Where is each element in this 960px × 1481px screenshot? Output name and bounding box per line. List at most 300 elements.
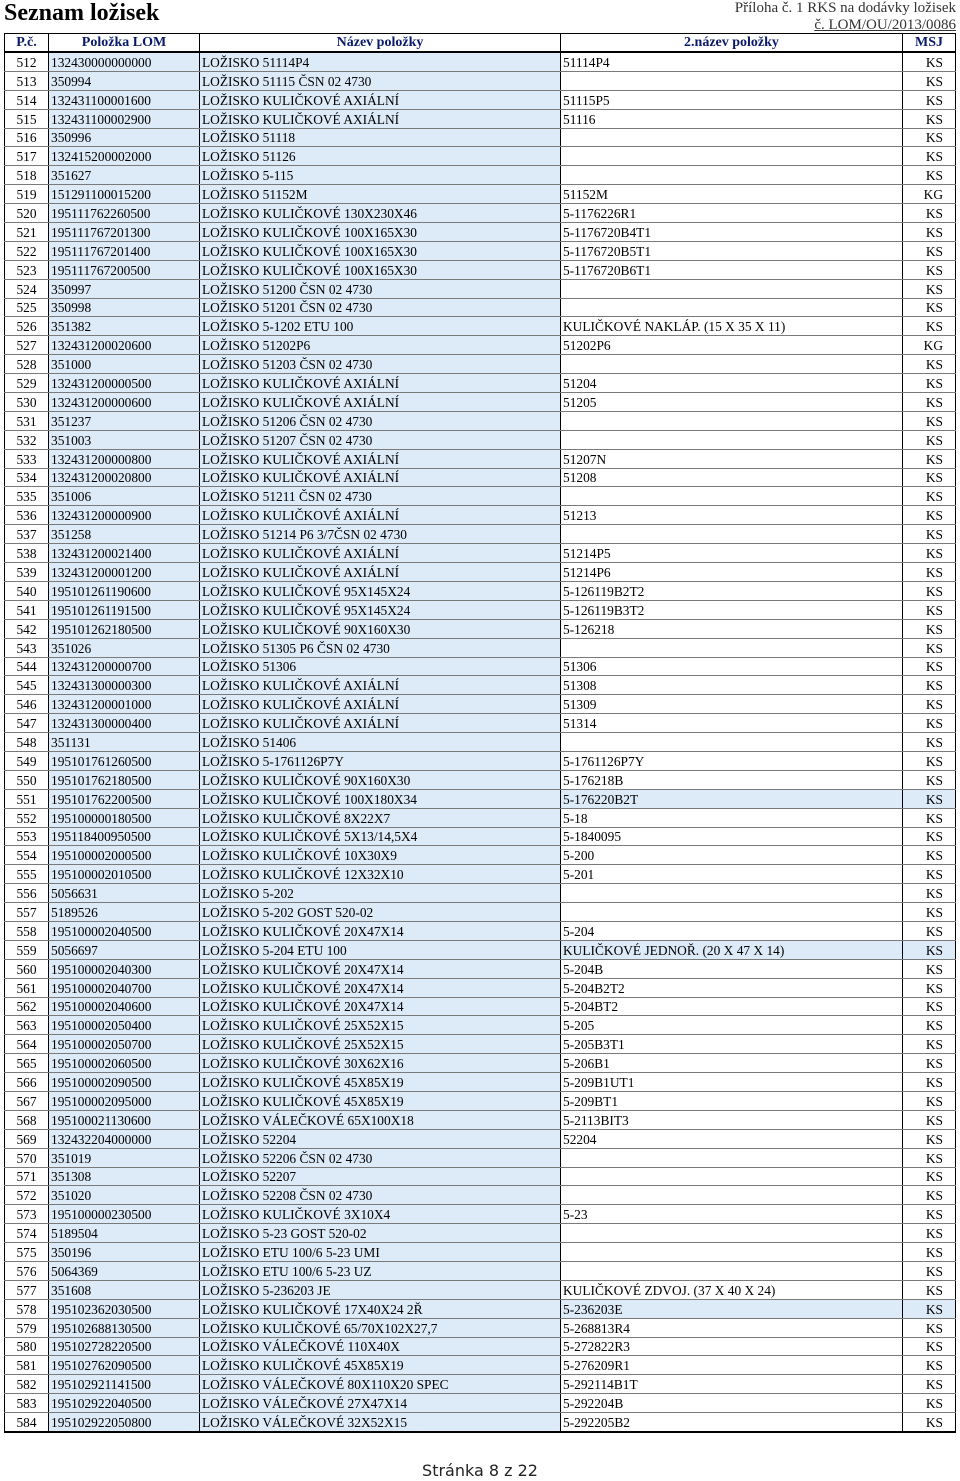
cell-number: 545	[5, 676, 49, 695]
cell-item-name: LOŽISKO 51202P6	[200, 336, 561, 355]
cell-second-name	[561, 487, 903, 506]
cell-second-name	[561, 903, 903, 922]
cell-number: 563	[5, 1016, 49, 1035]
cell-item-code: 351627	[49, 166, 200, 185]
cell-item-name: LOŽISKO 5-236203 JE	[200, 1280, 561, 1299]
cell-number: 537	[5, 525, 49, 544]
cell-item-code: 195102762090500	[49, 1356, 200, 1375]
cell-number: 566	[5, 1073, 49, 1092]
cell-second-name: 5-292205B2	[561, 1413, 903, 1432]
cell-second-name	[561, 298, 903, 317]
cell-unit: KS	[903, 241, 956, 260]
cell-item-name: LOŽISKO KULIČKOVÉ AXIÁLNÍ	[200, 506, 561, 525]
table-row	[5, 676, 956, 695]
cell-number: 521	[5, 223, 49, 242]
cell-second-name: 51214P5	[561, 544, 903, 563]
cell-item-name: LOŽISKO ETU 100/6 5-23 UMI	[200, 1243, 561, 1262]
cell-item-name: LOŽISKO 52208 ČSN 02 4730	[200, 1186, 561, 1205]
table-row	[5, 959, 956, 978]
bearings-table	[4, 33, 956, 1433]
cell-unit: KS	[903, 449, 956, 468]
cell-unit: KS	[903, 619, 956, 638]
cell-number: 538	[5, 544, 49, 563]
cell-number: 531	[5, 411, 49, 430]
cell-item-name: LOŽISKO KULIČKOVÉ 5X13/14,5X4	[200, 827, 561, 846]
cell-number: 557	[5, 903, 49, 922]
cell-item-code: 195100002050400	[49, 1016, 200, 1035]
cell-unit: KS	[903, 1091, 956, 1110]
table-row	[5, 1243, 956, 1262]
cell-second-name: 51213	[561, 506, 903, 525]
cell-unit: KS	[903, 1356, 956, 1375]
cell-unit: KS	[903, 1205, 956, 1224]
cell-unit: KS	[903, 1337, 956, 1356]
cell-number: 554	[5, 846, 49, 865]
cell-number: 520	[5, 204, 49, 223]
cell-item-name: LOŽISKO KULIČKOVÉ 100X165X30	[200, 260, 561, 279]
cell-unit: KS	[903, 676, 956, 695]
cell-item-code: 132431300000400	[49, 714, 200, 733]
cell-item-code: 195100002090500	[49, 1073, 200, 1092]
cell-second-name: 5-126119B2T2	[561, 581, 903, 600]
cell-second-name: 51114P4	[561, 52, 903, 71]
table-row	[5, 808, 956, 827]
cell-item-name: LOŽISKO KULIČKOVÉ 20X47X14	[200, 978, 561, 997]
cell-number: 517	[5, 147, 49, 166]
cell-unit: KS	[903, 1318, 956, 1337]
cell-number: 539	[5, 563, 49, 582]
cell-second-name: 5-204BT2	[561, 997, 903, 1016]
cell-item-code: 5064369	[49, 1262, 200, 1281]
cell-unit: KS	[903, 204, 956, 223]
table-row	[5, 204, 956, 223]
cell-unit: KS	[903, 695, 956, 714]
cell-number: 580	[5, 1337, 49, 1356]
cell-second-name: 51205	[561, 393, 903, 412]
cell-number: 569	[5, 1129, 49, 1148]
table-body	[5, 52, 956, 1432]
table-row	[5, 940, 956, 959]
cell-item-name: LOŽISKO 51203 ČSN 02 4730	[200, 355, 561, 374]
cell-number: 578	[5, 1299, 49, 1318]
cell-number: 559	[5, 940, 49, 959]
cell-number: 560	[5, 959, 49, 978]
table-row	[5, 846, 956, 865]
cell-unit: KS	[903, 90, 956, 109]
cell-item-code: 195102922050800	[49, 1413, 200, 1432]
cell-item-code: 195102688130500	[49, 1318, 200, 1337]
cell-item-code: 195100002040600	[49, 997, 200, 1016]
cell-item-name: LOŽISKO 51114P4	[200, 52, 561, 71]
cell-item-name: LOŽISKO KULIČKOVÉ 12X32X10	[200, 865, 561, 884]
cell-item-name: LOŽISKO VÁLEČKOVÉ 110X40X	[200, 1337, 561, 1356]
cell-second-name: 5-268813R4	[561, 1318, 903, 1337]
table-row	[5, 411, 956, 430]
table-row	[5, 1299, 956, 1318]
cell-number: 532	[5, 430, 49, 449]
cell-unit: KS	[903, 827, 956, 846]
cell-item-code: 351308	[49, 1167, 200, 1186]
cell-unit: KS	[903, 978, 956, 997]
cell-unit: KS	[903, 1186, 956, 1205]
cell-number: 519	[5, 185, 49, 204]
cell-second-name: 5-2113BIT3	[561, 1110, 903, 1129]
cell-number: 524	[5, 279, 49, 298]
cell-number: 575	[5, 1243, 49, 1262]
cell-item-code: 351000	[49, 355, 200, 374]
cell-item-code: 132432204000000	[49, 1129, 200, 1148]
cell-item-name: LOŽISKO 52204	[200, 1129, 561, 1148]
cell-item-code: 5189504	[49, 1224, 200, 1243]
cell-unit: KS	[903, 1262, 956, 1281]
cell-unit: KS	[903, 260, 956, 279]
table-row	[5, 1016, 956, 1035]
document-title: Seznam ložisek	[4, 0, 160, 26]
cell-item-code: 351382	[49, 317, 200, 336]
table-row	[5, 185, 956, 204]
cell-number: 573	[5, 1205, 49, 1224]
cell-number: 514	[5, 90, 49, 109]
cell-unit: KS	[903, 506, 956, 525]
cell-item-code: 195111762260500	[49, 204, 200, 223]
cell-unit: KS	[903, 1129, 956, 1148]
reference-number: č. LOM/OU/2013/0086	[814, 17, 956, 33]
cell-number: 561	[5, 978, 49, 997]
cell-item-name: LOŽISKO 51306	[200, 657, 561, 676]
cell-item-code: 195102922040500	[49, 1394, 200, 1413]
cell-unit: KG	[903, 185, 956, 204]
cell-item-name: LOŽISKO KULIČKOVÉ AXIÁLNÍ	[200, 544, 561, 563]
cell-second-name	[561, 128, 903, 147]
cell-number: 549	[5, 751, 49, 770]
table-row	[5, 997, 956, 1016]
cell-second-name: 51306	[561, 657, 903, 676]
cell-unit: KS	[903, 298, 956, 317]
cell-second-name	[561, 525, 903, 544]
cell-second-name	[561, 71, 903, 90]
table-row	[5, 90, 956, 109]
table-row	[5, 374, 956, 393]
cell-unit: KS	[903, 52, 956, 71]
column-header-unit: MSJ	[903, 34, 956, 53]
table-row	[5, 978, 956, 997]
cell-item-name: LOŽISKO KULIČKOVÉ 90X160X30	[200, 619, 561, 638]
cell-item-name: LOŽISKO 51200 ČSN 02 4730	[200, 279, 561, 298]
cell-unit: KS	[903, 71, 956, 90]
cell-item-code: 195111767201400	[49, 241, 200, 260]
cell-number: 536	[5, 506, 49, 525]
cell-second-name	[561, 1186, 903, 1205]
cell-item-name: LOŽISKO 5-1761126P7Y	[200, 751, 561, 770]
cell-number: 530	[5, 393, 49, 412]
cell-item-name: LOŽISKO 5-23 GOST 520-02	[200, 1224, 561, 1243]
cell-item-code: 5056631	[49, 884, 200, 903]
cell-second-name: 5-201	[561, 865, 903, 884]
table-row	[5, 430, 956, 449]
cell-item-code: 351258	[49, 525, 200, 544]
cell-item-code: 132431200000700	[49, 657, 200, 676]
cell-item-name: LOŽISKO KULIČKOVÉ AXIÁLNÍ	[200, 393, 561, 412]
table-row	[5, 1375, 956, 1394]
cell-number: 543	[5, 638, 49, 657]
cell-unit: KS	[903, 1375, 956, 1394]
cell-unit: KS	[903, 166, 956, 185]
cell-number: 558	[5, 921, 49, 940]
cell-number: 584	[5, 1413, 49, 1432]
table-row	[5, 1205, 956, 1224]
cell-unit: KS	[903, 1110, 956, 1129]
cell-unit: KS	[903, 997, 956, 1016]
table-row	[5, 1186, 956, 1205]
cell-number: 576	[5, 1262, 49, 1281]
table-row	[5, 1129, 956, 1148]
cell-unit: KS	[903, 1167, 956, 1186]
cell-number: 568	[5, 1110, 49, 1129]
cell-item-code: 351003	[49, 430, 200, 449]
table-row	[5, 903, 956, 922]
cell-item-name: LOŽISKO 51115 ČSN 02 4730	[200, 71, 561, 90]
cell-item-code: 132430000000000	[49, 52, 200, 71]
cell-item-name: LOŽISKO KULIČKOVÉ AXIÁLNÍ	[200, 714, 561, 733]
table-row	[5, 393, 956, 412]
table-row	[5, 1148, 956, 1167]
cell-item-name: LOŽISKO 5-202 GOST 520-02	[200, 903, 561, 922]
cell-second-name	[561, 733, 903, 752]
table-row	[5, 695, 956, 714]
table-row	[5, 1394, 956, 1413]
cell-unit: KS	[903, 638, 956, 657]
cell-unit: KS	[903, 487, 956, 506]
cell-second-name: 5-176218B	[561, 770, 903, 789]
cell-unit: KS	[903, 1073, 956, 1092]
cell-item-name: LOŽISKO KULIČKOVÉ 20X47X14	[200, 997, 561, 1016]
cell-second-name: 5-206B1	[561, 1054, 903, 1073]
cell-unit: KS	[903, 430, 956, 449]
cell-second-name: 51116	[561, 109, 903, 128]
cell-second-name	[561, 1224, 903, 1243]
cell-number: 547	[5, 714, 49, 733]
cell-item-code: 351131	[49, 733, 200, 752]
cell-second-name	[561, 1243, 903, 1262]
cell-unit: KS	[903, 751, 956, 770]
cell-unit: KS	[903, 147, 956, 166]
cell-number: 526	[5, 317, 49, 336]
cell-item-name: LOŽISKO KULIČKOVÉ 30X62X16	[200, 1054, 561, 1073]
cell-unit: KS	[903, 1280, 956, 1299]
cell-item-name: LOŽISKO 51152M	[200, 185, 561, 204]
cell-number: 527	[5, 336, 49, 355]
cell-number: 512	[5, 52, 49, 71]
cell-second-name: 51309	[561, 695, 903, 714]
cell-second-name: 5-292114B1T	[561, 1375, 903, 1394]
cell-number: 570	[5, 1148, 49, 1167]
cell-item-name: LOŽISKO KULIČKOVÉ AXIÁLNÍ	[200, 90, 561, 109]
cell-item-name: LOŽISKO KULIČKOVÉ AXIÁLNÍ	[200, 676, 561, 695]
cell-second-name: 5-1176720B6T1	[561, 260, 903, 279]
cell-item-code: 351006	[49, 487, 200, 506]
cell-item-code: 195100021130600	[49, 1110, 200, 1129]
cell-item-code: 195101261190600	[49, 581, 200, 600]
table-row	[5, 1356, 956, 1375]
cell-number: 540	[5, 581, 49, 600]
cell-item-code: 195101762180500	[49, 770, 200, 789]
cell-item-name: LOŽISKO KULIČKOVÉ 90X160X30	[200, 770, 561, 789]
cell-second-name: KULIČKOVÉ ZDVOJ. (37 X 40 X 24)	[561, 1280, 903, 1299]
cell-item-name: LOŽISKO KULIČKOVÉ 17X40X24 2Ř	[200, 1299, 561, 1318]
cell-second-name: 5-1176720B5T1	[561, 241, 903, 260]
cell-item-code: 195100002050700	[49, 1035, 200, 1054]
table-row	[5, 147, 956, 166]
cell-item-code: 132431200000600	[49, 393, 200, 412]
cell-item-code: 132431200020600	[49, 336, 200, 355]
cell-item-code: 5189526	[49, 903, 200, 922]
cell-number: 571	[5, 1167, 49, 1186]
table-row	[5, 355, 956, 374]
table-row	[5, 638, 956, 657]
cell-second-name: 5-204	[561, 921, 903, 940]
table-row	[5, 770, 956, 789]
cell-second-name: 5-204B2T2	[561, 978, 903, 997]
cell-unit: KS	[903, 581, 956, 600]
cell-item-code: 132415200002000	[49, 147, 200, 166]
cell-unit: KS	[903, 959, 956, 978]
cell-unit: KS	[903, 903, 956, 922]
table-row	[5, 52, 956, 71]
cell-second-name	[561, 638, 903, 657]
cell-number: 574	[5, 1224, 49, 1243]
cell-unit: KS	[903, 563, 956, 582]
cell-second-name: 51308	[561, 676, 903, 695]
cell-second-name: 5-126119B3T2	[561, 600, 903, 619]
cell-unit: KG	[903, 336, 956, 355]
table-row	[5, 1035, 956, 1054]
cell-number: 562	[5, 997, 49, 1016]
cell-number: 572	[5, 1186, 49, 1205]
cell-number: 582	[5, 1375, 49, 1394]
header-annex-info	[735, 0, 956, 34]
cell-second-name: 5-236203E	[561, 1299, 903, 1318]
cell-second-name: 5-1761126P7Y	[561, 751, 903, 770]
cell-item-code: 132431200020800	[49, 468, 200, 487]
cell-number: 525	[5, 298, 49, 317]
column-header-item-code: Položka LOM	[49, 34, 200, 53]
table-row	[5, 279, 956, 298]
cell-item-code: 132431100001600	[49, 90, 200, 109]
page-footer: Stránka 8 z 22	[422, 1461, 538, 1480]
cell-item-name: LOŽISKO 51118	[200, 128, 561, 147]
cell-second-name: 51115P5	[561, 90, 903, 109]
cell-number: 513	[5, 71, 49, 90]
cell-item-name: LOŽISKO KULIČKOVÉ 45X85X19	[200, 1073, 561, 1092]
cell-unit: KS	[903, 355, 956, 374]
cell-second-name: 5-126218	[561, 619, 903, 638]
cell-second-name	[561, 884, 903, 903]
cell-unit: KS	[903, 1243, 956, 1262]
cell-unit: KS	[903, 1413, 956, 1432]
cell-second-name: 5-200	[561, 846, 903, 865]
cell-item-name: LOŽISKO KULIČKOVÉ AXIÁLNÍ	[200, 374, 561, 393]
cell-unit: KS	[903, 223, 956, 242]
cell-item-code: 195100002010500	[49, 865, 200, 884]
cell-item-code: 350196	[49, 1243, 200, 1262]
cell-second-name: 51152M	[561, 185, 903, 204]
table-row	[5, 1091, 956, 1110]
cell-unit: KS	[903, 714, 956, 733]
cell-item-name: LOŽISKO 5-204 ETU 100	[200, 940, 561, 959]
table-row	[5, 506, 956, 525]
cell-number: 579	[5, 1318, 49, 1337]
cell-number: 534	[5, 468, 49, 487]
cell-item-code: 350994	[49, 71, 200, 90]
cell-item-code: 351019	[49, 1148, 200, 1167]
cell-item-code: 195101761260500	[49, 751, 200, 770]
cell-second-name: KULIČKOVÉ JEDNOŘ. (20 X 47 X 14)	[561, 940, 903, 959]
cell-item-name: LOŽISKO KULIČKOVÉ 10X30X9	[200, 846, 561, 865]
table-row	[5, 600, 956, 619]
cell-item-code: 132431100002900	[49, 109, 200, 128]
table-row	[5, 619, 956, 638]
cell-number: 555	[5, 865, 49, 884]
cell-number: 516	[5, 128, 49, 147]
cell-item-code: 132431200001200	[49, 563, 200, 582]
cell-item-name: LOŽISKO 5-1202 ETU 100	[200, 317, 561, 336]
cell-item-code: 351020	[49, 1186, 200, 1205]
cell-item-code: 195102921141500	[49, 1375, 200, 1394]
table-row	[5, 1413, 956, 1432]
table-row	[5, 468, 956, 487]
cell-item-code: 5056697	[49, 940, 200, 959]
cell-number: 556	[5, 884, 49, 903]
cell-second-name: 5-205	[561, 1016, 903, 1035]
table-row	[5, 317, 956, 336]
cell-second-name: 5-292204B	[561, 1394, 903, 1413]
cell-item-code: 195100000180500	[49, 808, 200, 827]
cell-second-name	[561, 430, 903, 449]
cell-item-code: 195100002000500	[49, 846, 200, 865]
cell-second-name: 51202P6	[561, 336, 903, 355]
cell-number: 577	[5, 1280, 49, 1299]
cell-unit: KS	[903, 468, 956, 487]
cell-number: 552	[5, 808, 49, 827]
cell-unit: KS	[903, 921, 956, 940]
table-row	[5, 298, 956, 317]
cell-number: 548	[5, 733, 49, 752]
cell-item-code: 195100002040700	[49, 978, 200, 997]
table-row	[5, 581, 956, 600]
cell-unit: KS	[903, 317, 956, 336]
cell-number: 583	[5, 1394, 49, 1413]
table-row	[5, 241, 956, 260]
table-row	[5, 544, 956, 563]
cell-second-name	[561, 1148, 903, 1167]
cell-second-name: 5-176220B2T	[561, 789, 903, 808]
cell-number: 567	[5, 1091, 49, 1110]
cell-item-code: 195100002040300	[49, 959, 200, 978]
cell-number: 522	[5, 241, 49, 260]
cell-unit: KS	[903, 846, 956, 865]
column-header-number: P.č.	[5, 34, 49, 53]
cell-item-name: LOŽISKO VÁLEČKOVÉ 80X110X20 SPEC	[200, 1375, 561, 1394]
cell-unit: KS	[903, 109, 956, 128]
cell-unit: KS	[903, 1016, 956, 1035]
table-row	[5, 1224, 956, 1243]
table-row	[5, 1280, 956, 1299]
cell-item-name: LOŽISKO KULIČKOVÉ 95X145X24	[200, 600, 561, 619]
cell-second-name: 52204	[561, 1129, 903, 1148]
cell-second-name	[561, 147, 903, 166]
table-row	[5, 1318, 956, 1337]
cell-item-code: 132431200000900	[49, 506, 200, 525]
